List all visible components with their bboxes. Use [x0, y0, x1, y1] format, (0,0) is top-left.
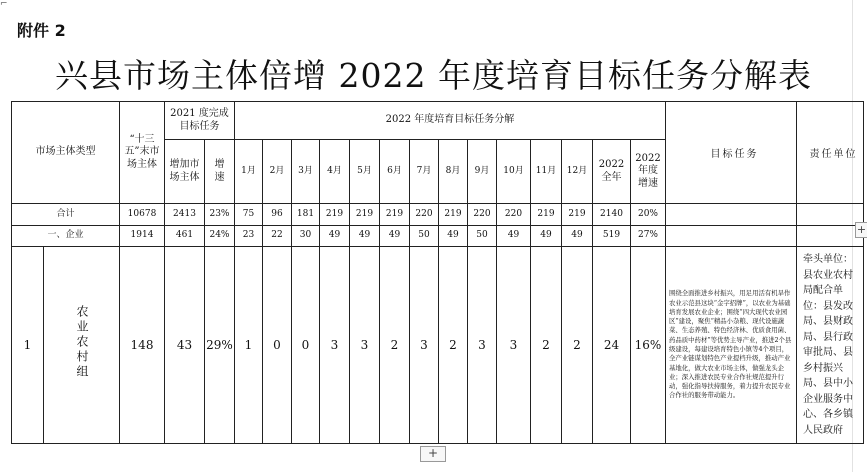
header-2022-plan [235, 102, 666, 140]
header-shisanwu [120, 102, 165, 204]
row-agri-m12: 2 [562, 247, 593, 444]
row-agri-year-growth: 16% [631, 247, 666, 444]
row-total-growth: 23% [205, 204, 235, 226]
header-year-growth [631, 140, 666, 204]
row-agri-m5: 3 [350, 247, 380, 444]
add-column-button[interactable]: + [856, 223, 867, 236]
table-row [12, 226, 864, 247]
row-agri-m9: 3 [468, 247, 497, 444]
row-ent-resp [797, 226, 864, 247]
row-total-m1: 75 [235, 204, 263, 226]
header-month-1: 1月 [235, 140, 263, 204]
row-total-m8: 219 [439, 204, 468, 226]
header-added [165, 140, 205, 204]
row-ent-m10: 49 [497, 226, 531, 247]
row-agri-label: 农业农村组 [75, 305, 89, 381]
header-month-12: 12月 [562, 140, 593, 204]
header-resp-text: 责任单位 [809, 149, 858, 160]
header-growth-text: 增速 [214, 159, 225, 183]
header-type-text: 市场主体类型 [35, 146, 96, 158]
header-month-9: 9月 [468, 140, 497, 204]
row-total-m11: 219 [531, 204, 562, 226]
row-agri-resp: 牵头单位：县农业农村局配合单位：县发改局、县财政局、县行政审批局、县乡村振兴局、县中小企业服务中心、各乡镇人民政府 [797, 247, 864, 444]
header-2021 [165, 102, 235, 140]
row-agri-growth: 29% [205, 247, 235, 444]
row-agri-m6: 2 [380, 247, 410, 444]
row-ent-m11: 49 [531, 226, 562, 247]
header-year-total-text: 2022全年 [598, 159, 625, 183]
row-total-resp [797, 204, 864, 226]
row-agri-label-cell [44, 247, 120, 444]
row-ent-year-growth: 27% [631, 226, 666, 247]
row-ent-m6: 49 [380, 226, 410, 247]
header-2022-plan-text: 2022 年度培育目标任务分解 [385, 114, 515, 126]
row-agri-m8: 2 [439, 247, 468, 444]
row-ent-label: 一、企业 [12, 226, 120, 247]
row-total-year: 2140 [593, 204, 631, 226]
header-month-4: 4月 [320, 140, 350, 204]
row-ent-shisanwu: 1914 [120, 226, 165, 247]
row-total-m12: 219 [562, 204, 593, 226]
row-total-m4: 219 [320, 204, 350, 226]
row-agri-added: 43 [165, 247, 205, 444]
header-growth [205, 140, 235, 204]
document-title: 兴县市场主体倍增 2022 年度培育目标任务分解表 [55, 56, 812, 95]
row-total-goal [666, 204, 797, 226]
header-month-8: 8月 [439, 140, 468, 204]
header-month-6: 6月 [380, 140, 410, 204]
row-ent-m2: 22 [263, 226, 292, 247]
row-total-m3: 181 [292, 204, 320, 226]
header-year-total [593, 140, 631, 204]
row-total-m10: 220 [497, 204, 531, 226]
row-ent-m7: 50 [410, 226, 439, 247]
header-month-7: 7月 [410, 140, 439, 204]
row-ent-added: 461 [165, 226, 205, 247]
row-ent-m9: 50 [468, 226, 497, 247]
header-month-5: 5月 [350, 140, 380, 204]
row-total-shisanwu: 10678 [120, 204, 165, 226]
header-shisanwu-text: “十三五”末市场主体 [124, 133, 160, 170]
row-total-label: 合计 [12, 204, 120, 226]
row-total-m2: 96 [263, 204, 292, 226]
row-agri-m7: 3 [410, 247, 439, 444]
row-ent-goal [666, 226, 797, 247]
row-agri-m1: 1 [235, 247, 263, 444]
row-agri-year: 24 [593, 247, 631, 444]
row-ent-m3: 30 [292, 226, 320, 247]
table-row [12, 247, 864, 444]
page-corner-mark: ⌐ [0, 0, 8, 9]
row-ent-m12: 49 [562, 226, 593, 247]
header-2021-text: 2021 度完成目标任务 [170, 108, 229, 132]
header-goal-text: 目标任务 [710, 149, 759, 160]
row-total-m7: 220 [410, 204, 439, 226]
row-agri-m10: 3 [497, 247, 531, 444]
row-agri-m4: 3 [320, 247, 350, 444]
header-type [12, 102, 120, 204]
row-total-m9: 220 [468, 204, 497, 226]
row-ent-growth: 24% [205, 226, 235, 247]
row-ent-year: 519 [593, 226, 631, 247]
row-ent-m1: 23 [235, 226, 263, 247]
row-total-added: 2413 [165, 204, 205, 226]
row-total-year-growth: 20% [631, 204, 666, 226]
row-total-m6: 219 [380, 204, 410, 226]
header-month-11: 11月 [531, 140, 562, 204]
row-agri-m11: 2 [531, 247, 562, 444]
header-year-growth-text: 2022年度增速 [635, 152, 661, 189]
row-ent-m8: 49 [439, 226, 468, 247]
row-agri-shisanwu: 148 [120, 247, 165, 444]
table-row [12, 204, 864, 226]
row-agri-m2: 0 [263, 247, 292, 444]
header-month-2: 2月 [263, 140, 292, 204]
header-added-text: 增加市场主体 [169, 159, 200, 183]
row-ent-m5: 49 [350, 226, 380, 247]
row-agri-goal: 围绕全面推进乡村振兴，用足用活有机旱作农业示范县这块“金字招牌”，以农业为基础培育发展农业企业；围绕“四大现代农业园区”建设，聚焦“精品小杂粮、现代设施蔬菜、生态养殖、特色经济林、优质食用菌、药品质中药材”等优势主导产业，推进2个县级建设，每建设培育特色小镇等4个项目，全产业链谋划特色产业提档升级，推动产业基地化，做大农业市场主体，做强龙头企业；深入推进农民专业合作社规范提升行动，强化指导扶持服务，着力提升农民专业合作社的服务带动能力。 [666, 247, 797, 444]
header-month-3: 3月 [292, 140, 320, 204]
row-ent-m4: 49 [320, 226, 350, 247]
annex-label: 附件 2 [17, 21, 66, 40]
row-agri-index: 1 [12, 247, 44, 444]
add-row-button[interactable]: + [420, 446, 446, 462]
row-total-m5: 219 [350, 204, 380, 226]
header-month-10: 10月 [497, 140, 531, 204]
row-agri-m3: 0 [292, 247, 320, 444]
